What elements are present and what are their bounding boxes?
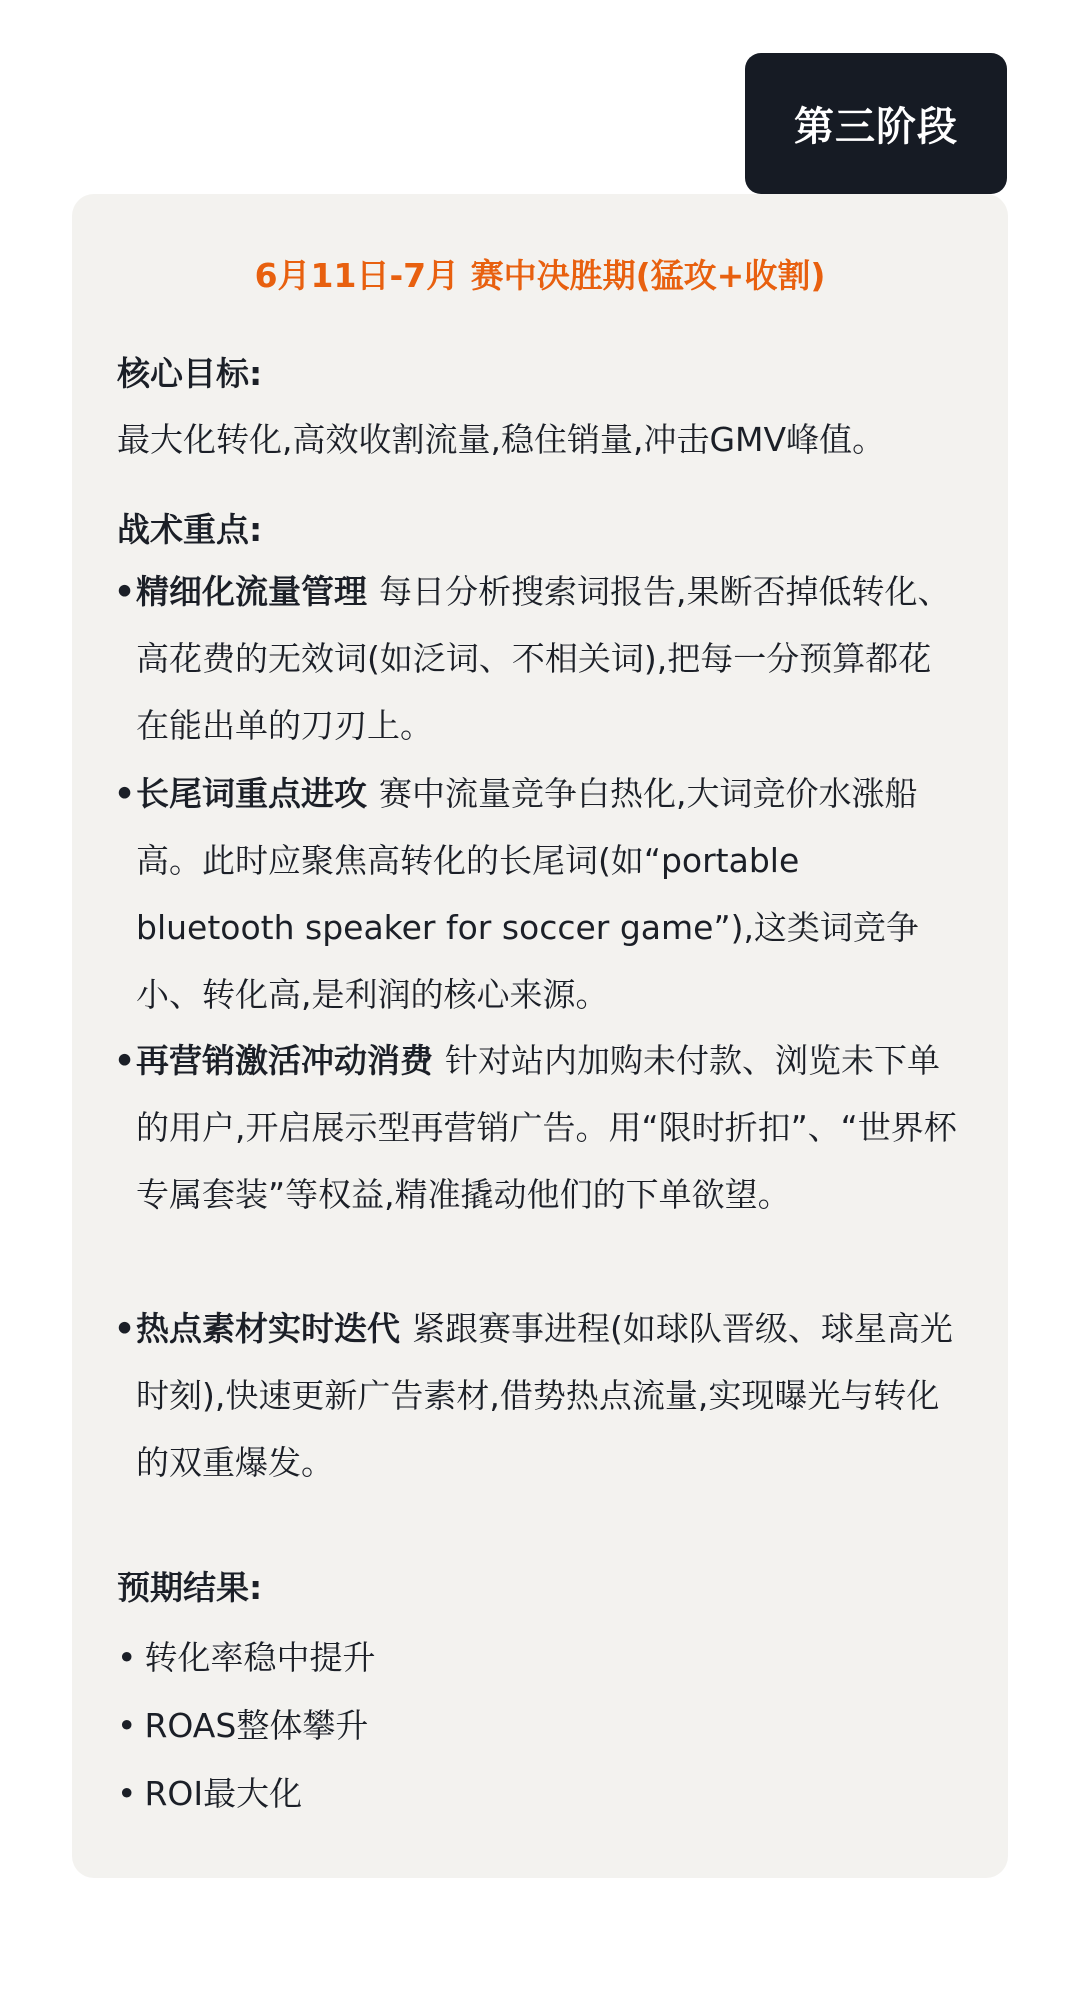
- result-text: ROAS整体攀升: [144, 1706, 369, 1745]
- tactics-heading: 战术重点:: [117, 510, 263, 549]
- result-item: [117, 1768, 302, 1815]
- bullet-marker: •: [117, 1638, 137, 1677]
- bullet-marker: •: [114, 1041, 136, 1080]
- tactic-text: 针对站内加购未付款、浏览未下单的用户,开启展示型再营销广告。用“限时折扣”、“世界杯专属套装”等权益,精准撬动他们的下单欲望。: [136, 1041, 957, 1214]
- tactic-lead: 精细化流量管理: [136, 572, 367, 611]
- tactic-item: [114, 1295, 964, 1496]
- results-heading: 预期结果:: [117, 1568, 263, 1607]
- tactic-text: 紧跟赛事进程(如球队晋级、球星高光时刻),快速更新广告素材,借势热点流量,实现曝光与转化的双重爆发。: [136, 1309, 953, 1482]
- tactic-text: 每日分析搜索词报告,果断否掉低转化、高花费的无效词(如泛词、不相关词),把每一分预算都花在能出单的刀刃上。: [136, 572, 951, 745]
- core-goal-heading: 核心目标:: [117, 354, 263, 393]
- tactic-lead: 再营销激活冲动消费: [136, 1041, 433, 1080]
- result-text: 转化率稳中提升: [144, 1638, 376, 1677]
- bullet-marker: •: [117, 1706, 137, 1745]
- bullet-marker: •: [114, 572, 136, 611]
- core-goal-text: 最大化转化,高效收割流量,稳住销量,冲击GMV峰值。: [117, 420, 886, 459]
- tactic-item: [114, 760, 964, 1028]
- bullet-marker: •: [114, 774, 136, 813]
- tactic-item: [114, 1027, 964, 1228]
- stage-label: 第三阶段: [794, 104, 958, 150]
- stage-badge: [745, 53, 1007, 194]
- bullet-marker: •: [117, 1774, 137, 1813]
- result-text: ROI最大化: [144, 1774, 303, 1813]
- tactic-text: 赛中流量竞争白热化,大词竞价水涨船高。此时应聚焦高转化的长尾词(如“portable bluetooth speaker for soccer game”),这类词竞争小、转化高,是利润的核心来源。: [136, 774, 919, 1014]
- result-item: [117, 1700, 368, 1747]
- bullet-marker: •: [114, 1309, 136, 1348]
- period-title: 6月11日-7月 赛中决胜期(猛攻+收割): [254, 256, 826, 295]
- tactic-lead: 长尾词重点进攻: [136, 774, 367, 813]
- tactic-item: [114, 558, 964, 759]
- tactic-lead: 热点素材实时迭代: [136, 1309, 400, 1348]
- result-item: [117, 1632, 375, 1679]
